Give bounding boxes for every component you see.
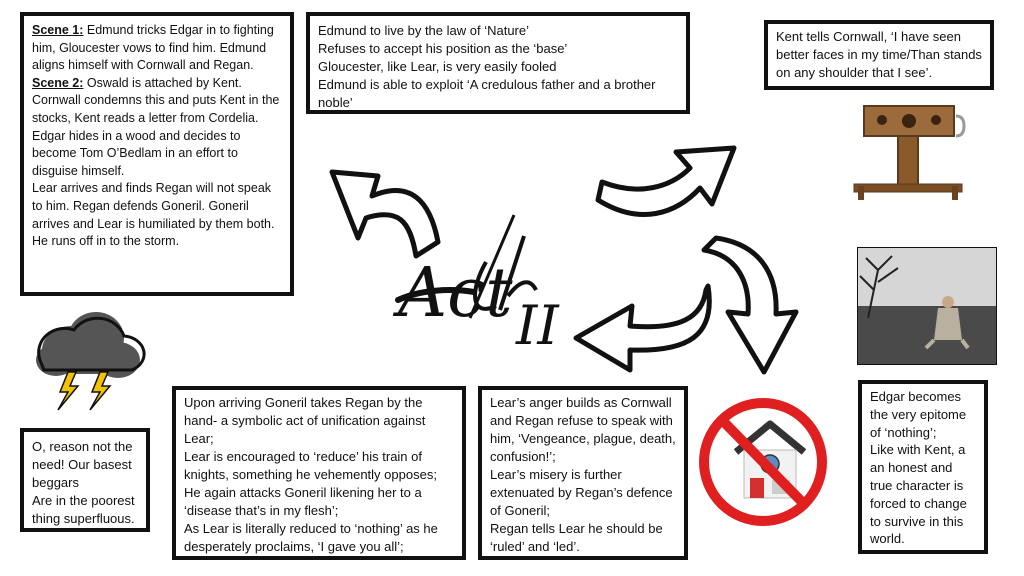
storm-cloud-icon	[36, 312, 144, 410]
kent-quote-box	[764, 20, 994, 90]
scene2-label: Scene 2:	[32, 75, 84, 90]
act-numeral-text: II	[516, 294, 559, 357]
edmund-line: Refuses to accept his position as the ‘base’	[318, 41, 568, 56]
edmund-line: Gloucester, like Lear, is very easily fooled	[318, 59, 557, 74]
arrow-left-icon	[576, 286, 709, 370]
no-home-icon	[704, 403, 822, 521]
act-title-text: Act	[398, 254, 513, 333]
stocks-icon	[854, 106, 964, 200]
scene2-text: Oswald is attached by Kent. Cornwall condemns this and puts Kent in the stocks, Kent reads a letter from Cordelia.	[32, 75, 280, 125]
scene-line: Lear arrives and finds Regan will not speak to him. Regan defends Goneril. Goneril arrives and Lear is humiliated by them both. He runs off in to the storm.	[32, 181, 275, 249]
arrow-down-right-icon	[704, 238, 796, 372]
reason-line: O, reason not the need! Our basest beggars	[32, 439, 133, 490]
goneril-box	[172, 386, 466, 560]
edgar-line: Like with Kent, a an honest and true character is forced to change to survive in this world.	[870, 442, 967, 547]
edgar-photo-icon	[858, 248, 996, 364]
scene1-label: Scene 1:	[32, 23, 84, 37]
goneril-line: Upon arriving Goneril takes Regan by the hand- a symbolic act of unification against Lear;	[184, 395, 426, 446]
scenes-summary-box	[20, 12, 294, 296]
scene1-text: Edmund tricks Edgar in to fighting him, Gloucester vows to find him. Edmund aligns himself with Cornwall and Regan.	[32, 23, 274, 73]
scene-line: Edgar hides in a wood and decides to become Tom O’Bedlam in an effort to disguise himself.	[32, 128, 241, 178]
edmund-line: Edmund is able to exploit ‘A credulous father and a brother noble’	[318, 77, 656, 110]
scene1-paragraph	[32, 22, 282, 75]
anger-line: Lear’s anger builds as Cornwall and Regan refuse to speak with him, ‘Vengeance, plague, death, confusion!’;	[490, 395, 676, 464]
scene2-paragraph	[32, 75, 282, 128]
reason-quote-box	[20, 428, 150, 532]
edmund-line: Edmund to live by the law of ‘Nature’	[318, 23, 529, 38]
edgar-box	[858, 380, 988, 554]
arrow-up-left-icon	[332, 172, 438, 256]
edgar-line: Edgar becomes the very epitome of ‘nothing’;	[870, 389, 967, 440]
reason-line: Are in the poorest thing superfluous.	[32, 493, 135, 526]
anger-line: Regan tells Lear he should be ‘ruled’ and ‘led’.	[490, 521, 663, 554]
arrow-up-right-icon	[598, 148, 734, 215]
kent-quote-text: Kent tells Cornwall, ‘I have seen better faces in my time/Than stands on any shoulder that I see’.	[776, 29, 982, 80]
goneril-line: Lear is encouraged to ‘reduce’ his train of knights, something he vehemently opposes;	[184, 449, 437, 482]
goneril-line: He again attacks Goneril likening her to a ‘disease that’s in my flesh’;	[184, 485, 422, 518]
edmund-box	[306, 12, 690, 114]
goneril-line: As Lear is literally reduced to ‘nothing’ as he desperately proclaims, ‘I gave you all’;	[184, 521, 438, 554]
anger-line: Lear’s misery is further extenuated by Regan’s defence of Goneril;	[490, 467, 673, 518]
lear-anger-box	[478, 386, 688, 560]
